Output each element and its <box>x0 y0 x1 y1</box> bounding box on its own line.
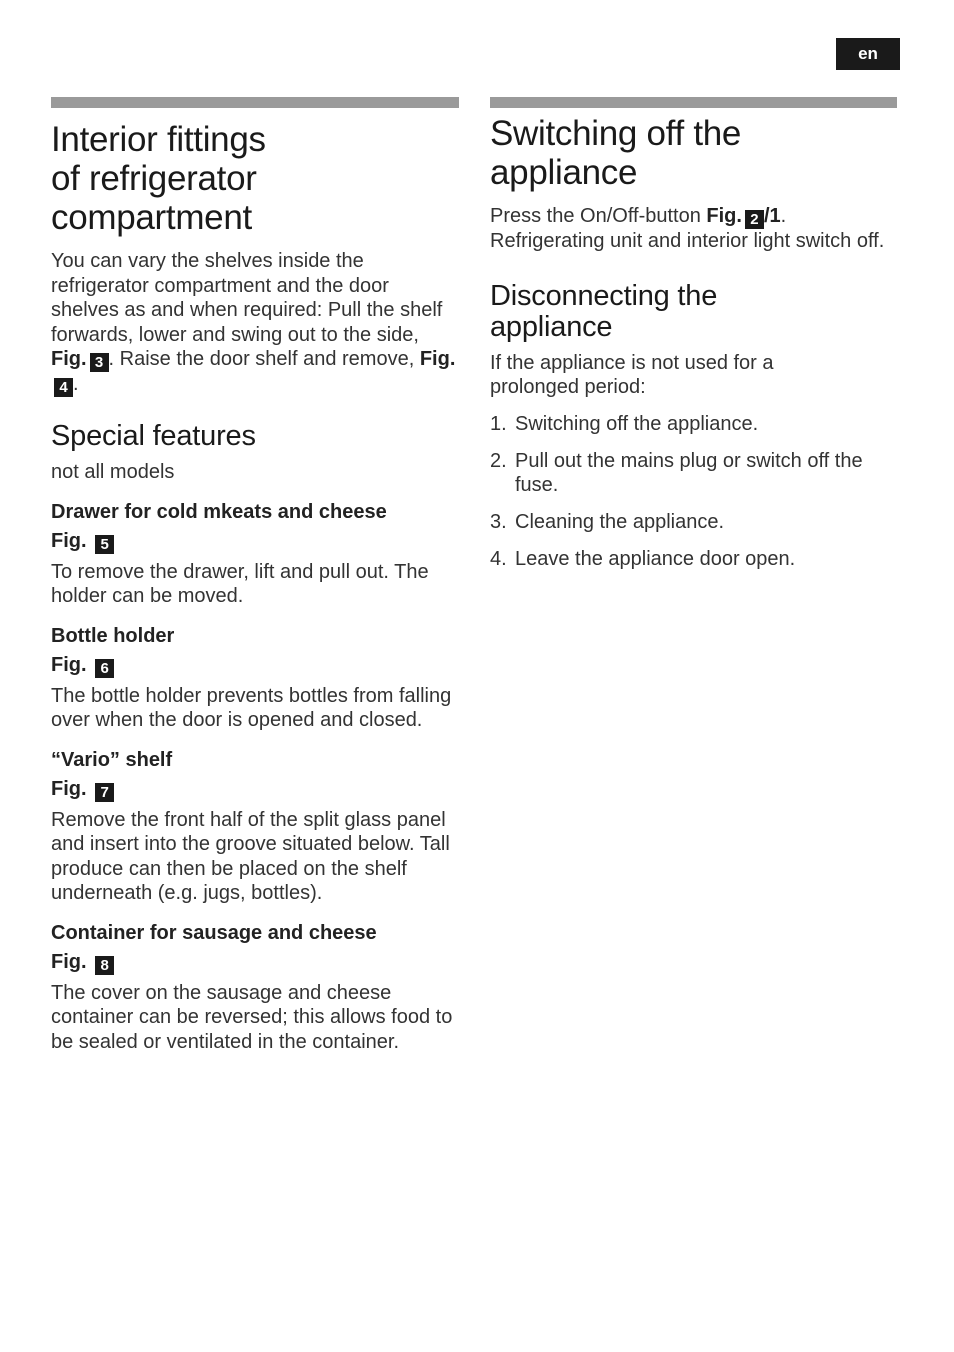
feature-drawer <box>51 500 459 609</box>
title-line: appliance <box>490 153 638 192</box>
switching-off-title <box>490 114 897 192</box>
fig-label: Fig. <box>419 348 456 370</box>
figure-reference <box>51 653 459 678</box>
list-item <box>490 510 897 534</box>
fig-label: Fig. <box>51 653 87 676</box>
title-line: of refrigerator <box>51 159 257 198</box>
special-features-heading: Special features <box>51 420 256 452</box>
step-number: 3. <box>490 510 507 533</box>
section-rule <box>490 97 897 108</box>
fig-label: Fig. <box>51 950 87 973</box>
figure-number: 5 <box>95 535 114 554</box>
figure-number: 4 <box>54 378 73 397</box>
feature-heading: Container for sausage and cheese <box>51 921 377 944</box>
feature-text: The bottle holder prevents bottles from falling over when the door is opened and closed. <box>51 684 452 731</box>
feature-vario-shelf <box>51 748 459 906</box>
fig-label: Fig. <box>51 777 87 800</box>
text-part: Press the On/Off-button <box>490 205 707 227</box>
step-text: Switching off the appliance. <box>515 412 759 435</box>
figure-reference <box>51 777 459 802</box>
special-features-note: not all models <box>51 461 175 483</box>
interior-fittings-title <box>51 120 459 237</box>
text-part: . <box>73 373 79 395</box>
figure-number: 7 <box>95 783 114 802</box>
step-text: Leave the appliance door open. <box>515 547 796 570</box>
disconnecting-heading <box>490 281 897 343</box>
title-line: Interior fittings <box>51 120 266 159</box>
step-number: 2. <box>490 449 507 472</box>
figure-number: 3 <box>90 353 109 372</box>
right-column <box>490 97 897 584</box>
title-line: Switching off the <box>490 114 742 153</box>
feature-bottle-holder <box>51 624 459 733</box>
feature-heading: Bottle holder <box>51 624 175 647</box>
list-item <box>490 547 897 571</box>
list-item <box>490 412 897 436</box>
figure-number: 6 <box>95 659 114 678</box>
feature-text: The cover on the sausage and cheese container can be reversed; this allows food to be sealed or ventilated in the container. <box>51 981 453 1053</box>
feature-sausage-container <box>51 921 459 1055</box>
figure-reference <box>51 529 459 554</box>
step-text: Cleaning the appliance. <box>515 510 725 533</box>
disconnecting-intro: If the appliance is not used for a prolonged period: <box>490 351 774 398</box>
disconnect-steps <box>490 412 897 571</box>
text-part: You can vary the shelves inside the refrigerator compartment and the door shelves as and when required: Pull the shelf forwards, lower and swing out to the side, <box>51 250 443 346</box>
interior-fittings-text <box>51 249 459 397</box>
language-badge: en <box>836 38 900 70</box>
feature-heading: Drawer for cold mkeats and cheese <box>51 500 387 523</box>
step-text: Pull out the mains plug or switch off the fuse. <box>515 449 863 496</box>
switching-off-text <box>490 204 897 254</box>
title-line: compartment <box>51 198 252 237</box>
fig-label: Fig. <box>706 205 742 227</box>
text-part: . Refrigerating unit and interior light switch off. <box>490 205 885 252</box>
fig-label: Fig. <box>51 529 87 552</box>
figure-number: 8 <box>95 956 114 975</box>
figure-number: 2 <box>745 210 764 229</box>
section-rule <box>51 97 459 108</box>
step-number: 1. <box>490 412 507 435</box>
heading-line: Disconnecting the <box>490 279 718 312</box>
figure-reference <box>51 950 459 975</box>
left-column <box>51 97 459 1054</box>
list-item <box>490 449 897 497</box>
feature-text: To remove the drawer, lift and pull out. The holder can be moved. <box>51 560 429 607</box>
step-number: 4. <box>490 547 507 570</box>
fig-label: Fig. <box>51 348 87 370</box>
text-part: . Raise the door shelf and remove, <box>108 348 420 370</box>
fig-suffix: /1 <box>763 205 781 227</box>
heading-line: appliance <box>490 310 613 343</box>
feature-heading: “Vario” shelf <box>51 748 173 771</box>
feature-text: Remove the front half of the split glass panel and insert into the groove situated below. Tall produce can then be placed on the shelf underneath (e.g. jugs, bottles). <box>51 808 450 904</box>
